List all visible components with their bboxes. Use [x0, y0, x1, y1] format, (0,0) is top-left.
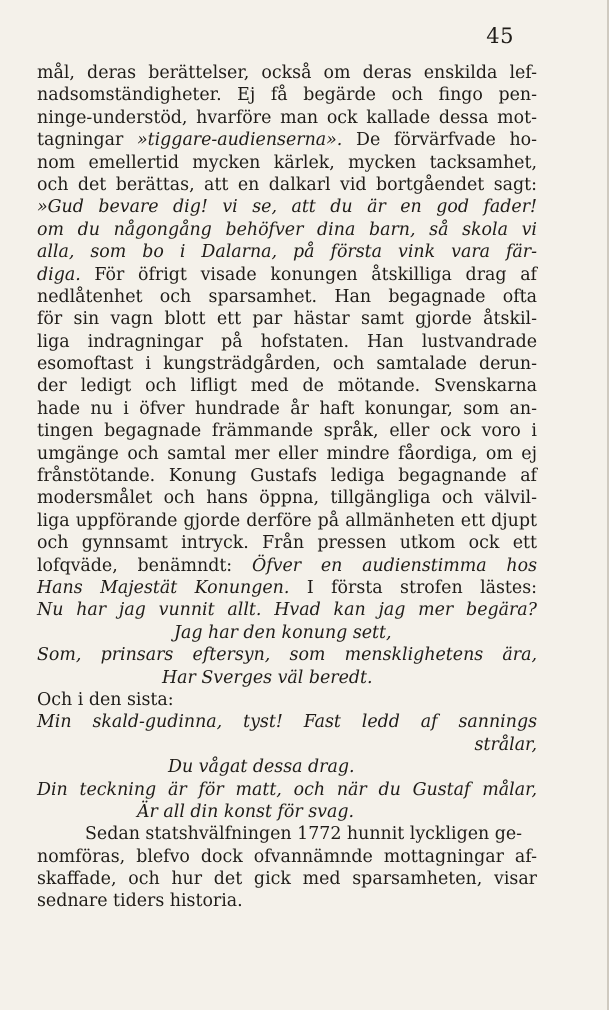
italic-text: diga.	[37, 264, 81, 285]
body-text-span: frånstötande. Konung Gustafs lediga begagnande af	[37, 466, 537, 487]
text-line	[37, 196, 537, 218]
text-line	[37, 801, 537, 823]
body-text-span: modersmålet och hans öppna, tillgängliga och välvil-	[37, 488, 537, 509]
text-line	[37, 599, 537, 621]
italic-text: Hans Majestät Konungen.	[37, 577, 290, 598]
text-line	[37, 264, 537, 286]
text-line	[37, 375, 537, 397]
text-line	[37, 734, 537, 756]
text-line	[37, 890, 537, 912]
italic-text: Har Sverges väl beredt.	[162, 667, 373, 688]
text-line	[37, 465, 537, 487]
body-text-span: De förvärfvade ho-	[342, 130, 537, 151]
body-text-span: esomoftast i kungsträdgården, och samtalade derun-	[37, 354, 537, 375]
body-text-span: ninge-understöd, hvarföre man ock kallade dessa mot-	[37, 107, 537, 128]
page-number: 45	[486, 24, 514, 48]
text-line	[37, 62, 537, 84]
body-text	[37, 62, 537, 913]
text-line	[37, 846, 537, 868]
text-line	[37, 667, 537, 689]
body-text-span: för sin vagn blott ett par hästar samt gjorde åtskil-	[37, 309, 537, 330]
text-line	[37, 487, 537, 509]
text-line	[37, 107, 537, 129]
body-text-span: tingen begagnade främmande språk, eller ock voro i	[37, 421, 537, 442]
italic-text: »Gud bevare dig! vi se, att du är en god fader!	[37, 197, 537, 218]
text-line	[37, 286, 537, 308]
text-line	[37, 644, 537, 666]
body-text-span: umgänge och samtal mer eller mindre fåordiga, om ej	[37, 443, 537, 464]
body-text-span: nedlåtenhet och sparsamhet. Han begagnade ofta	[37, 286, 537, 307]
body-text-span: och det berättas, att en dalkarl vid bortgåendet sagt:	[37, 174, 537, 195]
body-text-span: liga uppförande gjorde derföre på allmänheten ett djupt	[37, 510, 537, 531]
text-line	[37, 756, 537, 778]
text-line	[37, 420, 537, 442]
text-line	[37, 308, 537, 330]
text-line	[37, 555, 537, 577]
text-line	[37, 241, 537, 263]
body-text-span: mål, deras berättelser, också om deras enskilda lef-	[37, 63, 537, 83]
text-line	[37, 622, 537, 644]
body-text-span: I första strofen lästes:	[289, 577, 538, 598]
italic-text: Jag har den konung sett,	[174, 622, 392, 643]
italic-text: Som, prinsars eftersyn, som menskli​ghetens ära,	[37, 645, 537, 666]
text-line	[37, 331, 537, 353]
body-text-span: skaffade, och hur det gick med sparsamheten, visar	[37, 869, 537, 890]
body-text-span: För öfrigt visade konungen åtskilliga drag af	[80, 264, 537, 285]
text-line	[37, 84, 537, 106]
text-line	[37, 577, 537, 599]
body-text-span: lofqväde, benämndt:	[37, 555, 252, 576]
body-text-span: sednare tiders historia.	[37, 891, 243, 912]
body-text-span: nadsomständigheter. Ej få begärde och fingo pen-	[37, 85, 537, 106]
italic-text: Är all din konst för svag.	[137, 801, 355, 822]
body-text-span: Och i den sista:	[37, 689, 174, 710]
italic-text: Du vågat dessa drag.	[168, 757, 355, 778]
body-text-span: tagningar	[37, 130, 137, 151]
text-line	[37, 443, 537, 465]
italic-text: Öfver en audienstimma hos	[251, 555, 538, 576]
text-line	[37, 711, 537, 733]
body-text-span: Sedan statshvälfningen 1772 hunnit lyckligen ge-	[85, 824, 523, 845]
body-text-span: liga indragningar på hofstaten. Han lustvandrade	[37, 331, 537, 352]
text-line	[37, 689, 537, 711]
italic-text: Min skald-gudinna, tyst! Fast ledd af sannings	[37, 712, 537, 733]
text-line	[37, 129, 537, 151]
italic-text: Nu har jag vunnit allt. Hvad kan jag mer begära?	[37, 600, 537, 621]
body-text-span: nomföras, blefvo dock ofvannämnde mottagningar af-	[37, 846, 537, 867]
text-line	[37, 152, 537, 174]
italic-text: om du någongång behöfver dina barn, så skola vi	[37, 219, 537, 240]
body-text-span: der ledigt och lifligt med de mötande. Svenskarna	[37, 376, 537, 397]
text-line	[37, 219, 537, 241]
italic-text: strålar,	[474, 734, 537, 755]
text-line	[37, 174, 537, 196]
italic-text: Din teckning är för matt, och när du Gustaf målar,	[37, 779, 537, 800]
text-line	[37, 353, 537, 375]
text-line	[37, 532, 537, 554]
body-text-span: och gynnsamt intryck. Från pressen utkom ock ett	[37, 533, 537, 554]
text-line	[37, 779, 537, 801]
text-line	[37, 868, 537, 890]
text-line	[37, 398, 537, 420]
italic-text: »tiggare-audienserna».	[136, 130, 343, 151]
body-text-span: nom emellertid mycken kärlek, mycken tacksamhet,	[37, 152, 537, 173]
body-text-span: hade nu i öfver hundrade år haft konungar, som an-	[37, 398, 537, 419]
italic-text: alla, som bo i Dalarna, på första vink vara fär-	[37, 242, 537, 263]
text-line	[37, 510, 537, 532]
text-line	[37, 823, 537, 845]
